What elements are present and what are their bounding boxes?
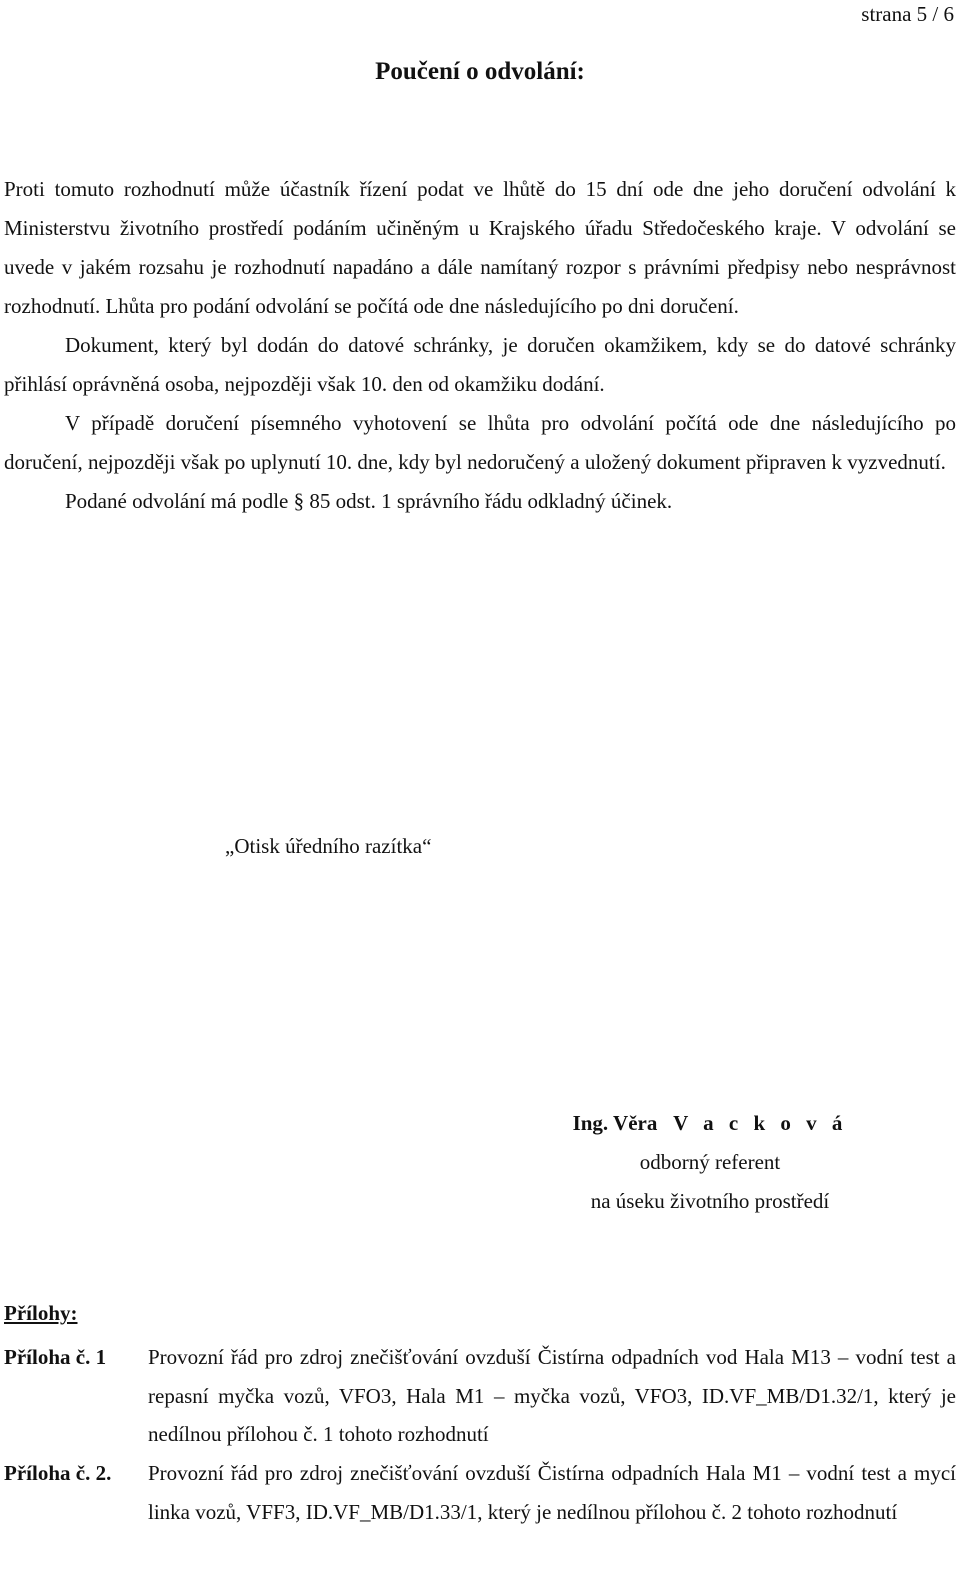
signatory-name [560, 1104, 860, 1143]
appeal-instructions [4, 170, 956, 521]
attachment-description: Provozní řád pro zdroj znečišťování ovzduší Čistírna odpadních vod Hala M13 – vodní test a repasní myčka vozů, VFO3, Hala M1 – myčka vozů, VFO3, ID.VF_MB/D1.32/1, který je nedílnou přílohou č. 1 tohoto rozhodnutí [148, 1345, 956, 1446]
signatory-role: odborný referent [639, 1150, 781, 1174]
official-stamp-placeholder: „Otisk úředního razítka“ [225, 834, 432, 858]
signature-block [560, 1104, 860, 1221]
signatory-first-name: Ing. Věra [572, 1111, 658, 1135]
paragraph-data-box-delivery: Dokument, který byl dodán do datové schránky, je doručen okamžikem, kdy se do datové schránky přihlásí oprávněná osoba, nejpozději však 10. den od okamžiku dodání. [4, 333, 956, 396]
page-title: Poučení o odvolání: [375, 58, 585, 85]
paragraph-suspensive-effect: Podané odvolání má podle § 85 odst. 1 správního řádu odkladný účinek. [65, 489, 673, 513]
page-number: strana 5 / 6 [861, 2, 954, 26]
attachment-description: Provozní řád pro zdroj znečišťování ovzduší Čistírna odpadních Hala M1 – vodní test a mycí linka vozů, VFF3, ID.VF_MB/D1.33/1, který je nedílnou přílohou č. 2 tohoto rozhodnutí [148, 1461, 956, 1524]
signatory-surname: V a c k o v á [673, 1111, 848, 1135]
signatory-department: na úseku životního prostředí [590, 1189, 830, 1213]
attachment-label: Příloha č. 1 [4, 1345, 107, 1369]
attachments-heading: Přílohy: [4, 1301, 78, 1325]
attachment-label: Příloha č. 2. [4, 1461, 112, 1485]
paragraph-written-delivery: V případě doručení písemného vyhotovení se lhůta pro odvolání počítá ode dne následujícího po doručení, nejpozději však po uplynutí 10. dne, kdy byl nedoručený a uložený dokument připraven k vyzvednutí. [4, 411, 956, 474]
paragraph-appeal-deadline: Proti tomuto rozhodnutí může účastník řízení podat ve lhůtě do 15 dní ode dne jeho doručení odvolání k Ministerstvu životního prostředí podáním učiněným u Krajského úřadu Středočeského kraje. V odvolání se uvede v jakém rozsahu je rozhodnutí napadáno a dále namítaný rozpor s právními předpisy nebo nesprávnost rozhodnutí. Lhůta pro podání odvolání se počítá ode dne následujícího po dni doručení. [4, 177, 956, 318]
